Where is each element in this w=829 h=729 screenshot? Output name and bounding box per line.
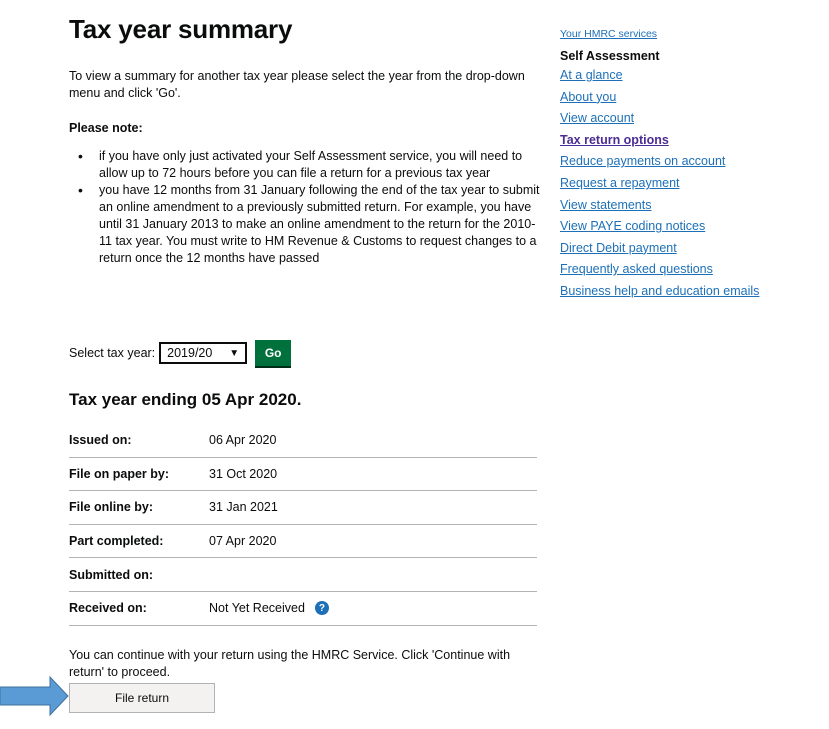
note-item <box>69 182 541 267</box>
summary-key: File on paper by: <box>69 466 170 481</box>
summary-list <box>69 424 537 626</box>
summary-value: 31 Oct 2020 <box>209 466 278 481</box>
sidebar-item-view-account[interactable]: View account <box>560 111 635 126</box>
tax-year-select[interactable] <box>159 342 247 364</box>
summary-row <box>69 592 537 626</box>
sidebar-item-about-you[interactable]: About you <box>560 89 617 104</box>
question-circle-icon[interactable]: ? <box>315 601 329 615</box>
received-status: Not Yet Received <box>209 601 305 616</box>
sidebar-nav <box>560 66 825 304</box>
page-title: Tax year summary <box>69 14 293 44</box>
select-tax-year-label: Select tax year: <box>69 346 156 360</box>
summary-key: Received on: <box>69 601 147 616</box>
summary-row <box>69 491 537 525</box>
note-text: you have 12 months from 31 January following the end of the tax year to submit an online amendment to a previously submitted return. For example, you have until 31 January 2013 to make an online amendment to the return for the 2010-11 tax year. You must write to HM Revenue & Customs to request changes to a return once the 12 months have passed <box>99 183 540 265</box>
sidebar-heading: Self Assessment <box>560 49 660 63</box>
arrow-right-icon <box>0 675 70 717</box>
your-hmrc-services-link[interactable]: Your HMRC services <box>560 28 658 40</box>
summary-row <box>69 458 537 492</box>
continue-text: You can continue with your return using the HMRC Service. Click 'Continue with return' to proceed. <box>69 648 511 679</box>
sidebar-item-business-help-emails[interactable]: Business help and education emails <box>560 283 760 298</box>
tax-year-selector <box>69 340 291 366</box>
notes-list <box>69 148 541 267</box>
summary-value: 06 Apr 2020 <box>209 433 277 448</box>
sidebar-item-paye-coding-notices[interactable]: View PAYE coding notices <box>560 219 706 234</box>
sidebar-item-reduce-payments[interactable]: Reduce payments on account <box>560 154 726 169</box>
summary-key: Part completed: <box>69 534 164 549</box>
sidebar-item-tax-return-options[interactable]: Tax return options <box>560 132 669 147</box>
tax-year-value: 2019/20 <box>167 346 213 360</box>
summary-value <box>209 601 329 615</box>
summary-value: 07 Apr 2020 <box>209 534 277 549</box>
bullet-icon: • <box>78 148 83 164</box>
summary-row <box>69 525 537 559</box>
dropdown-caret-icon: ▼ <box>229 347 240 359</box>
sidebar-item-faq[interactable]: Frequently asked questions <box>560 262 713 277</box>
summary-row <box>69 558 537 592</box>
summary-row <box>69 424 537 458</box>
note-title: Please note: <box>69 121 143 135</box>
sidebar <box>560 28 825 304</box>
summary-value: 31 Jan 2021 <box>209 500 278 515</box>
note-item <box>69 148 541 182</box>
sidebar-item-request-repayment[interactable]: Request a repayment <box>560 175 680 190</box>
sidebar-item-view-statements[interactable]: View statements <box>560 197 652 212</box>
note-text: if you have only just activated your Self Assessment service, you will need to allow up to 72 hours before you can file a return for a previous tax year <box>99 149 523 180</box>
intro-text: To view a summary for another tax year please select the year from the drop-down menu and click 'Go'. <box>69 69 525 100</box>
summary-key: File online by: <box>69 500 154 515</box>
summary-key: Submitted on: <box>69 567 154 582</box>
file-return-button[interactable]: File return <box>69 683 215 713</box>
summary-key: Issued on: <box>69 433 132 448</box>
sidebar-item-direct-debit[interactable]: Direct Debit payment <box>560 240 677 255</box>
tax-year-heading: Tax year ending 05 Apr 2020. <box>69 390 302 409</box>
go-button[interactable]: Go <box>255 340 291 366</box>
bullet-icon: • <box>78 182 83 198</box>
sidebar-item-at-a-glance[interactable]: At a glance <box>560 68 623 82</box>
